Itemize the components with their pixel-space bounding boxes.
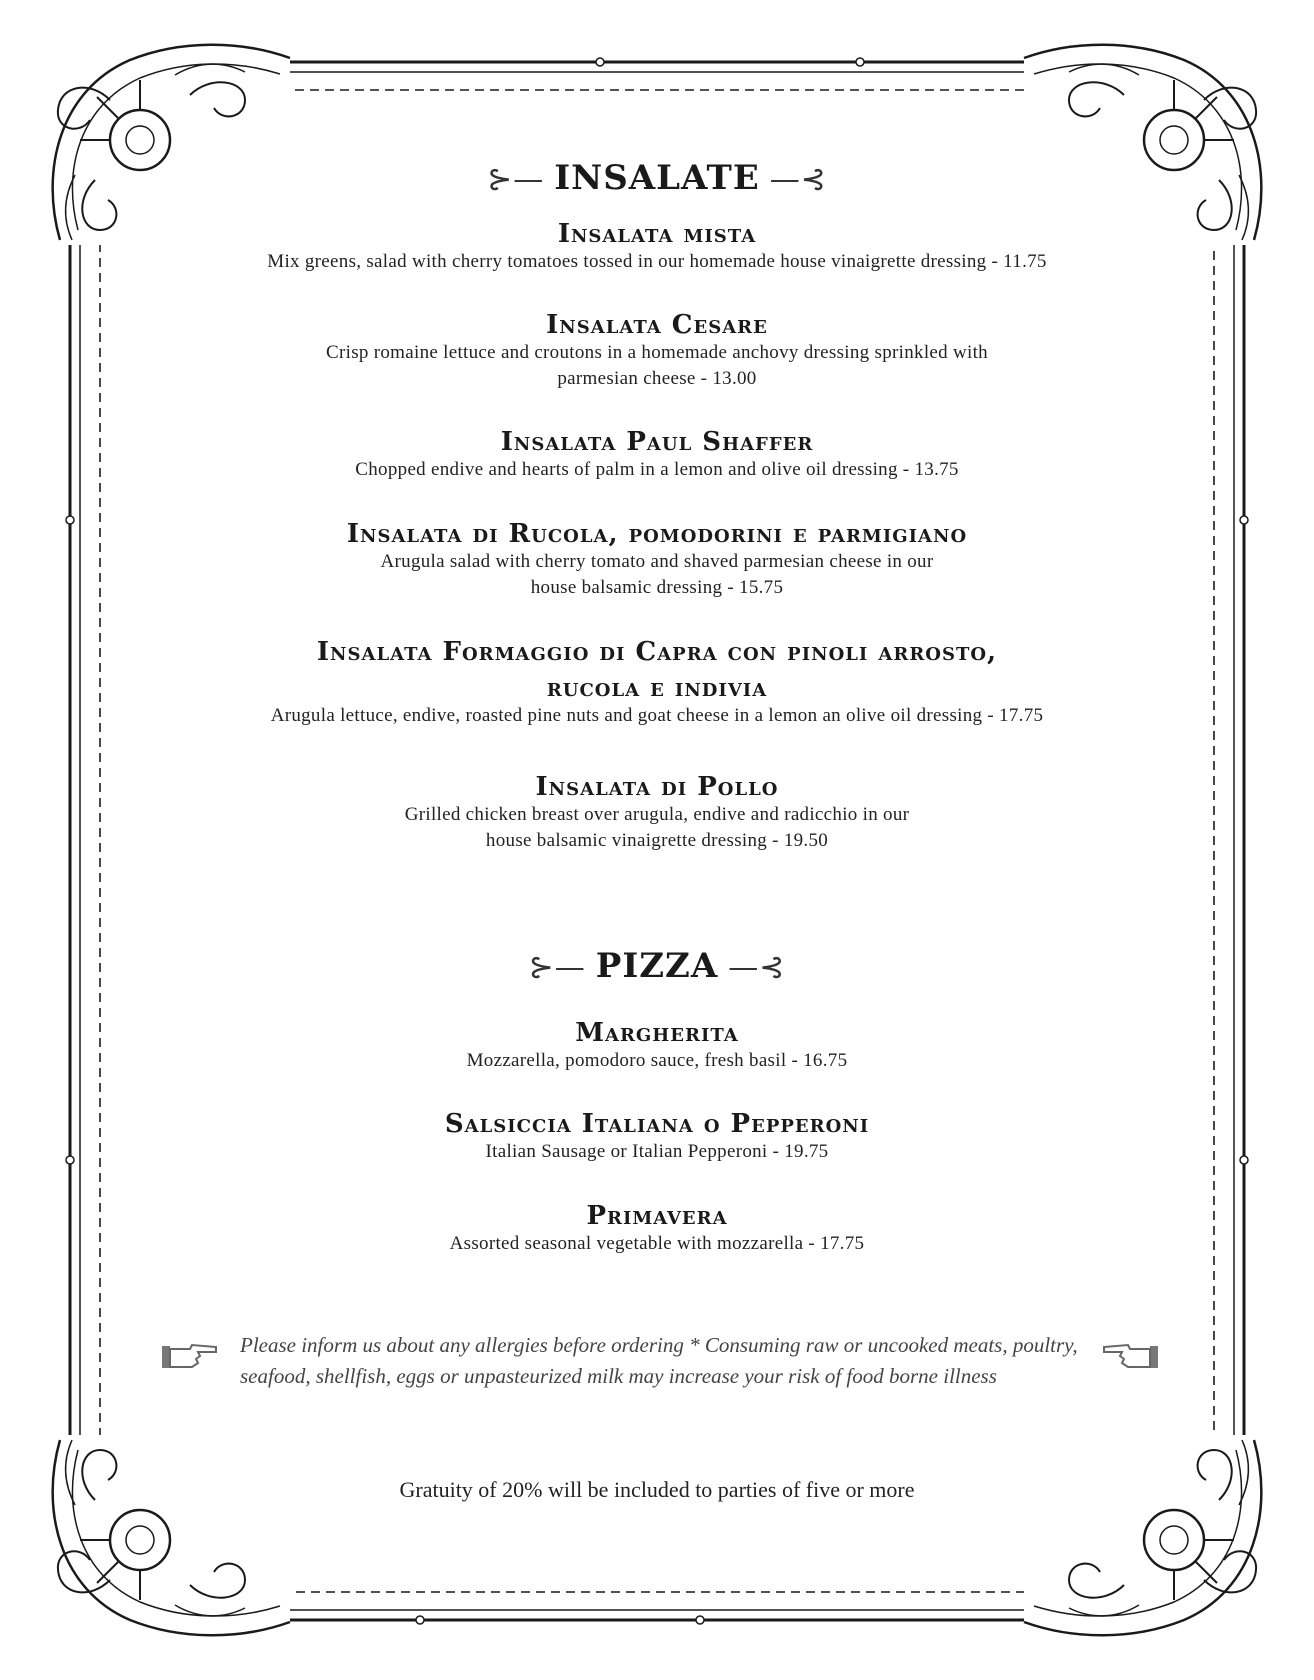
notice-line: seafood, shellfish, eggs or unpasteurized milk may increase your risk of food borne illness [240, 1364, 997, 1388]
item-name: Margherita [575, 1018, 739, 1048]
title-ornament-left: ⊱— [487, 162, 545, 197]
item-name: Insalata mista [557, 219, 757, 249]
item-description: Arugula lettuce, endive, roasted pine nuts and goat cheese in a lemon an olive oil dressing - 17.75 [270, 705, 1044, 726]
menu-item [150, 219, 1164, 275]
item-name: Insalata Paul Shaffer [500, 427, 814, 457]
allergy-notice [240, 1330, 1100, 1392]
pointing-hand-left-icon [1100, 1340, 1160, 1374]
section-title-text: PIZZA [595, 946, 719, 986]
item-description: Italian Sausage or Italian Pepperoni - 19.75 [485, 1141, 829, 1162]
menu-item [150, 310, 1164, 392]
menu-item [150, 1109, 1164, 1165]
menu-item [150, 772, 1164, 854]
gratuity-note: Gratuity of 20% will be included to parties of five or more [399, 1477, 915, 1502]
item-description-line: Crisp romaine lettuce and croutons in a homemade anchovy dressing sprinkled with [326, 342, 988, 363]
title-ornament-left: ⊱— [528, 950, 586, 985]
item-name: Insalata di Pollo [535, 772, 779, 802]
item-description-line: Arugula salad with cherry tomato and shaved parmesian cheese in our [380, 551, 934, 572]
item-name: Salsiccia Italiana o Pepperoni [444, 1109, 870, 1139]
item-description: Mozzarella, pomodoro sauce, fresh basil - 16.75 [466, 1050, 848, 1071]
section-title-text: INSALATE [554, 158, 760, 198]
menu-item [150, 637, 1164, 729]
notice-line: Please inform us about any allergies before ordering * Consuming raw or uncooked meats, poultry, [240, 1333, 1078, 1357]
item-name: Insalata Cesare [546, 310, 768, 340]
item-description-line: house balsamic vinaigrette dressing - 19.50 [485, 830, 829, 851]
menu-item [150, 1018, 1164, 1074]
section-title-pizza [0, 944, 1314, 990]
menu-item [150, 519, 1164, 601]
title-ornament-right: —⊰ [728, 950, 786, 985]
title-ornament-right: —⊰ [769, 162, 827, 197]
section-title-insalate [0, 156, 1314, 202]
menu-item [150, 427, 1164, 483]
item-name-line: Insalata Formaggio di Capra con pinoli arrosto, [316, 637, 998, 667]
item-description-line: house balsamic dressing - 15.75 [530, 577, 784, 598]
item-name: Insalata di Rucola, pomodorini e parmigiano [346, 519, 968, 549]
corner-ornament [40, 35, 290, 245]
item-description: Chopped endive and hearts of palm in a lemon and olive oil dressing - 13.75 [355, 459, 959, 480]
menu-item [150, 1201, 1164, 1257]
item-description: Assorted seasonal vegetable with mozzarella - 17.75 [449, 1233, 865, 1254]
item-name: Primavera [586, 1201, 728, 1231]
item-description-line: parmesian cheese - 13.00 [557, 368, 757, 389]
item-description-line: Grilled chicken breast over arugula, endive and radicchio in our [404, 804, 910, 825]
item-description: Mix greens, salad with cherry tomatoes tossed in our homemade house vinaigrette dressing - 11.75 [267, 251, 1047, 272]
pointing-hand-right-icon [160, 1340, 220, 1374]
item-name-line: rucola e indivia [546, 673, 768, 703]
